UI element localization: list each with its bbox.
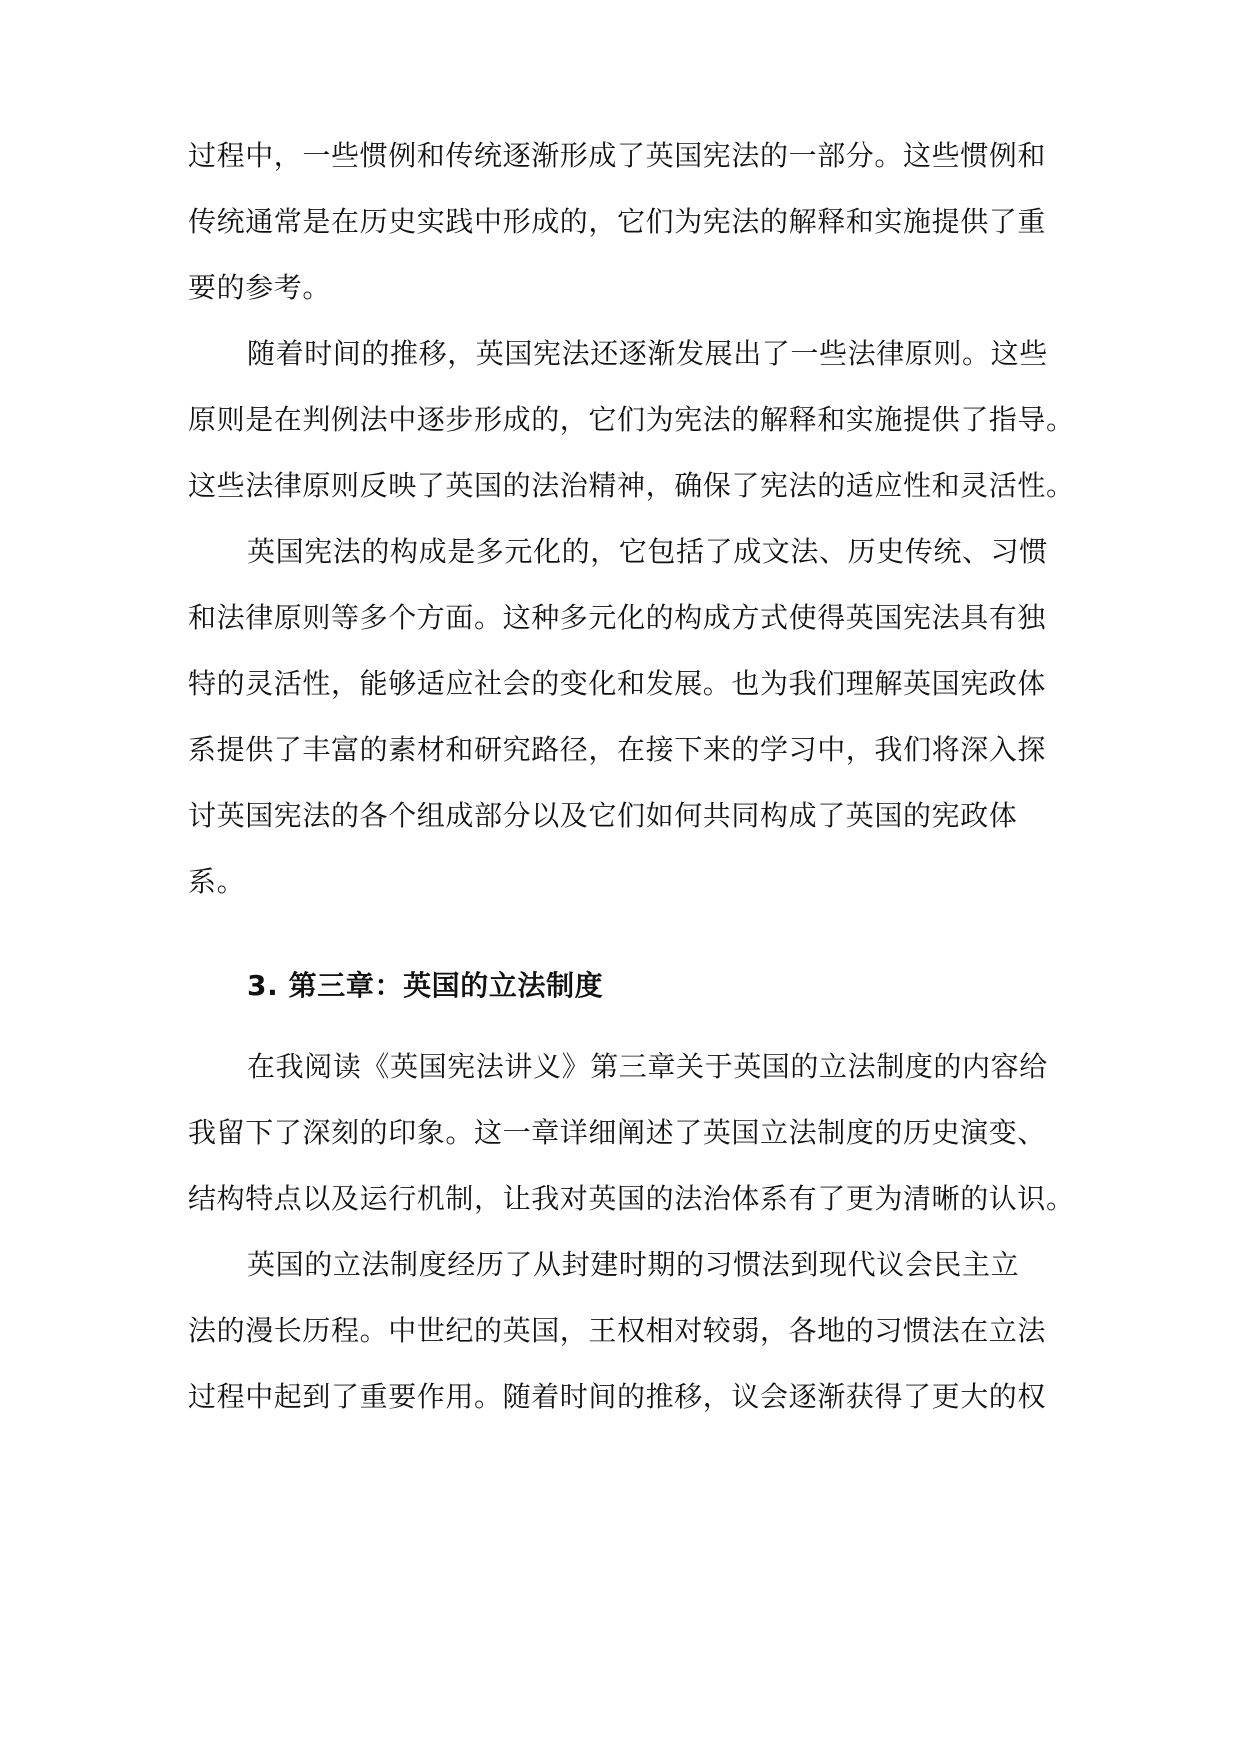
text-line: 讨英国宪法的各个组成部分以及它们如何共同构成了英国的宪政体 xyxy=(188,799,1018,832)
paragraph-first-line: 英国宪法的构成是多元化的，它包括了成文法、历史传统、习惯 xyxy=(247,535,1048,568)
text-line: 原则是在判例法中逐步形成的，它们为宪法的解释和实施提供了指导。 xyxy=(188,403,1075,436)
text-line: 结构特点以及运行机制，让我对英国的法治体系有了更为清晰的认识。 xyxy=(188,1182,1075,1215)
text-line: 系提供了丰富的素材和研究路径，在接下来的学习中，我们将深入探 xyxy=(188,733,1047,766)
text-line: 这些法律原则反映了英国的法治精神，确保了宪法的适应性和灵活性。 xyxy=(188,469,1075,502)
text-line: 系。 xyxy=(188,865,246,898)
text-line: 法的漫长历程。中世纪的英国，王权相对较弱，各地的习惯法在立法 xyxy=(188,1314,1047,1347)
paragraph-first-line: 在我阅读《英国宪法讲义》第三章关于英国的立法制度的内容给 xyxy=(247,1050,1048,1083)
text-line: 和法律原则等多个方面。这种多元化的构成方式使得英国宪法具有独 xyxy=(188,601,1047,634)
section-heading: 3. 第三章：英国的立法制度 xyxy=(247,969,604,1002)
text-line: 要的参考。 xyxy=(188,271,332,304)
text-line: 过程中，一些惯例和传统逐渐形成了英国宪法的一部分。这些惯例和 xyxy=(188,139,1047,172)
text-line: 我留下了深刻的印象。这一章详细阐述了英国立法制度的历史演变、 xyxy=(188,1116,1047,1149)
paragraph-first-line: 英国的立法制度经历了从封建时期的习惯法到现代议会民主立 xyxy=(247,1248,1020,1281)
text-line: 过程中起到了重要作用。随着时间的推移，议会逐渐获得了更大的权 xyxy=(188,1380,1047,1413)
paragraph-first-line: 随着时间的推移，英国宪法还逐渐发展出了一些法律原则。这些 xyxy=(247,337,1048,370)
text-line: 传统通常是在历史实践中形成的，它们为宪法的解释和实施提供了重 xyxy=(188,205,1047,238)
text-line: 特的灵活性，能够适应社会的变化和发展。也为我们理解英国宪政体 xyxy=(188,667,1047,700)
